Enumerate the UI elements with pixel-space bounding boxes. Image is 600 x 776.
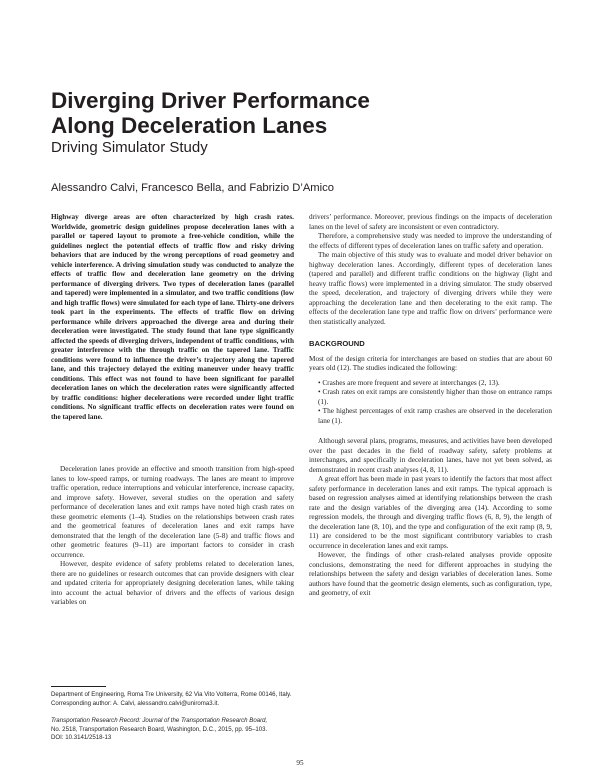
- footnote-rule: [51, 686, 106, 687]
- abstract-text: Highway diverge areas are often characterized by high crash rates. Worldwide, geometric design guidelines propose deceleration lanes with a parallel or tapered layout to promote a free-vehicle condition, while the guidelines neglect the potential effects of traffic flow and risky driving behaviors that are induced by the wrong perceptions of road geometry and vehicle interference. A driving simulation study was conducted to analyze the effects of traffic flow and deceleration lane geometry on the driving performance of diverging drivers. Two types of deceleration lanes (parallel and tapered) were implemented in a simulator, and two traffic conditions (low and high traffic flows) were simulated for each type of lane. Thirty-one drivers took part in the experiments. The effects of traffic flow on driving performance while drivers approached the diverge area and during their deceleration were investigated. The study found that lane type significantly affected the speeds of diverging drivers, independent of traffic conditions, with greater interference with the through traffic on the tapered lane. Traffic conditions were found to influence the driver’s trajectory along the tapered lane, and this trajectory delayed the exiting maneuver under heavy traffic conditions. This effect was not found to have been significant for parallel deceleration lanes on which the deceleration rates were significantly affected by traffic conditions: higher decelerations were recorded under light traffic conditions. No significant traffic effects on deceleration rates were found on the tapered lane.: [51, 213, 294, 421]
- author-list: Alessandro Calvi, Francesco Bella, and Fabrizio D’Amico: [51, 182, 334, 194]
- paper-title: [51, 88, 551, 138]
- section-heading-background: BACKGROUND: [309, 339, 365, 348]
- footnote-journal: Transportation Research Record: Journal of the Transportation Research Board,: [51, 717, 268, 724]
- footnote-doi: DOI: 10.3141/2518-13: [51, 734, 112, 742]
- bullet-list: [309, 379, 552, 427]
- title-line-1: Diverging Driver Performance: [51, 88, 370, 113]
- introduction-column: [51, 465, 294, 608]
- background-paragraph-2: A great effort has been made in past years to identify the factors that most affect safety performance in deceleration lanes and exit ramps. The typical approach is based on regression analyses aimed at identifying relationships between the crash rate and the design variables of the diverging area (14). According to some regression models, the through and diverging traffic flows (6, 8, 9), the length of the deceleration lane (8, 10), and the type and configuration of the exit ramp (8, 9, 11) are considered to be the most significant contributory variables to crash occurrence in deceleration lanes and exit ramps.: [309, 475, 552, 550]
- title-line-2: Along Deceleration Lanes: [51, 113, 328, 138]
- paper-subtitle: Driving Simulator Study: [51, 139, 208, 156]
- background-intro: Most of the design criteria for interchanges are based on studies that are about 60 years old (12). The studies indicated the following:: [309, 354, 552, 372]
- page-number: 95: [296, 759, 304, 767]
- intro-paragraph-2: However, despite evidence of safety problems related to deceleration lanes, there are no guidelines or research outcomes that can provide designers with clear and updated criteria for appropriately designing deceleration lanes, while taking into account the actual behavior of drivers and the effects of various design variables on: [51, 560, 294, 606]
- bullet-item-2: • Crash rates on exit ramps are consistently higher than those on entrance ramps (1).: [318, 388, 552, 406]
- right-paragraph-2: Therefore, a comprehensive study was needed to improve the understanding of the effects of different types of deceleration lanes on traffic safety and operation.: [309, 232, 552, 250]
- right-paragraph-3: The main objective of this study was to evaluate and model driver behavior on highway deceleration lanes. Accordingly, different types of deceleration lanes (tapered and parallel) and different traffic conditions on the highway (light and heavy traffic flows) were implemented in a driving simulator. The study observed the speed, deceleration, and trajectory of diverging drivers while they were approaching the deceleration lane and then decelerating to the exit ramp. The effects of the deceleration lane type and traffic flow on drivers’ performance were then statistically analyzed.: [309, 251, 552, 326]
- background-paragraph-1: Although several plans, programs, measures, and activities have been developed over the past decades in the field of roadway safety, safety problems at interchanges, and specifically in deceleration lanes, have not yet been solved, as demonstrated in recent crash analyses (4, 8, 11).: [309, 437, 552, 474]
- footnote-journal-issue: No. 2518, Transportation Research Board, Washington, D.C., 2015, pp. 95–103.: [51, 725, 268, 733]
- footnote-affiliation: Department of Engineering, Roma Tre University, 62 Via Vito Volterra, Rome 00146, Italy. Corresponding author: A. Calvi, alessandro.calvi@uniroma3.it.: [51, 691, 292, 707]
- abstract: [51, 213, 294, 422]
- background-paragraph-3: However, the findings of other crash-related analyses provide opposite conclusions, demonstrating the need for different approaches in studying the relationships between the safety and design variables of deceleration lanes. Some authors have found that the geometric design elements, such as configuration, type, and geometry, of exit: [309, 551, 552, 597]
- bullet-item-1: • Crashes are more frequent and severe at interchanges (2, 13).: [318, 378, 500, 387]
- bullet-item-3: • The highest percentages of exit ramp crashes are observed in the deceleration lane (1).: [318, 407, 552, 425]
- right-paragraph-1: drivers’ performance. Moreover, previous findings on the impacts of deceleration lanes on the level of safety are inconsistent or even contradictory.: [309, 213, 552, 231]
- intro-paragraph-1: Deceleration lanes provide an effective and smooth transition from high-speed lanes to low-speed ramps, or turning roadways. The lanes are meant to improve traffic operation, reduce interruptions and vehicular interference, increase capacity, and improve safety. However, several studies on the operation and safety performance of deceleration lanes and exit ramps have noted high crash rates on these geometric elements (1–4). Studies on the relationships between crash rates and the geometrical features of deceleration lanes and exit ramps have demonstrated that the length of the deceleration lane (5-8) and traffic flows and other geometric features (9–11) are important factors to consider in crash occurrence.: [51, 465, 294, 559]
- right-column: [309, 213, 552, 599]
- footnote-citation: [51, 717, 301, 743]
